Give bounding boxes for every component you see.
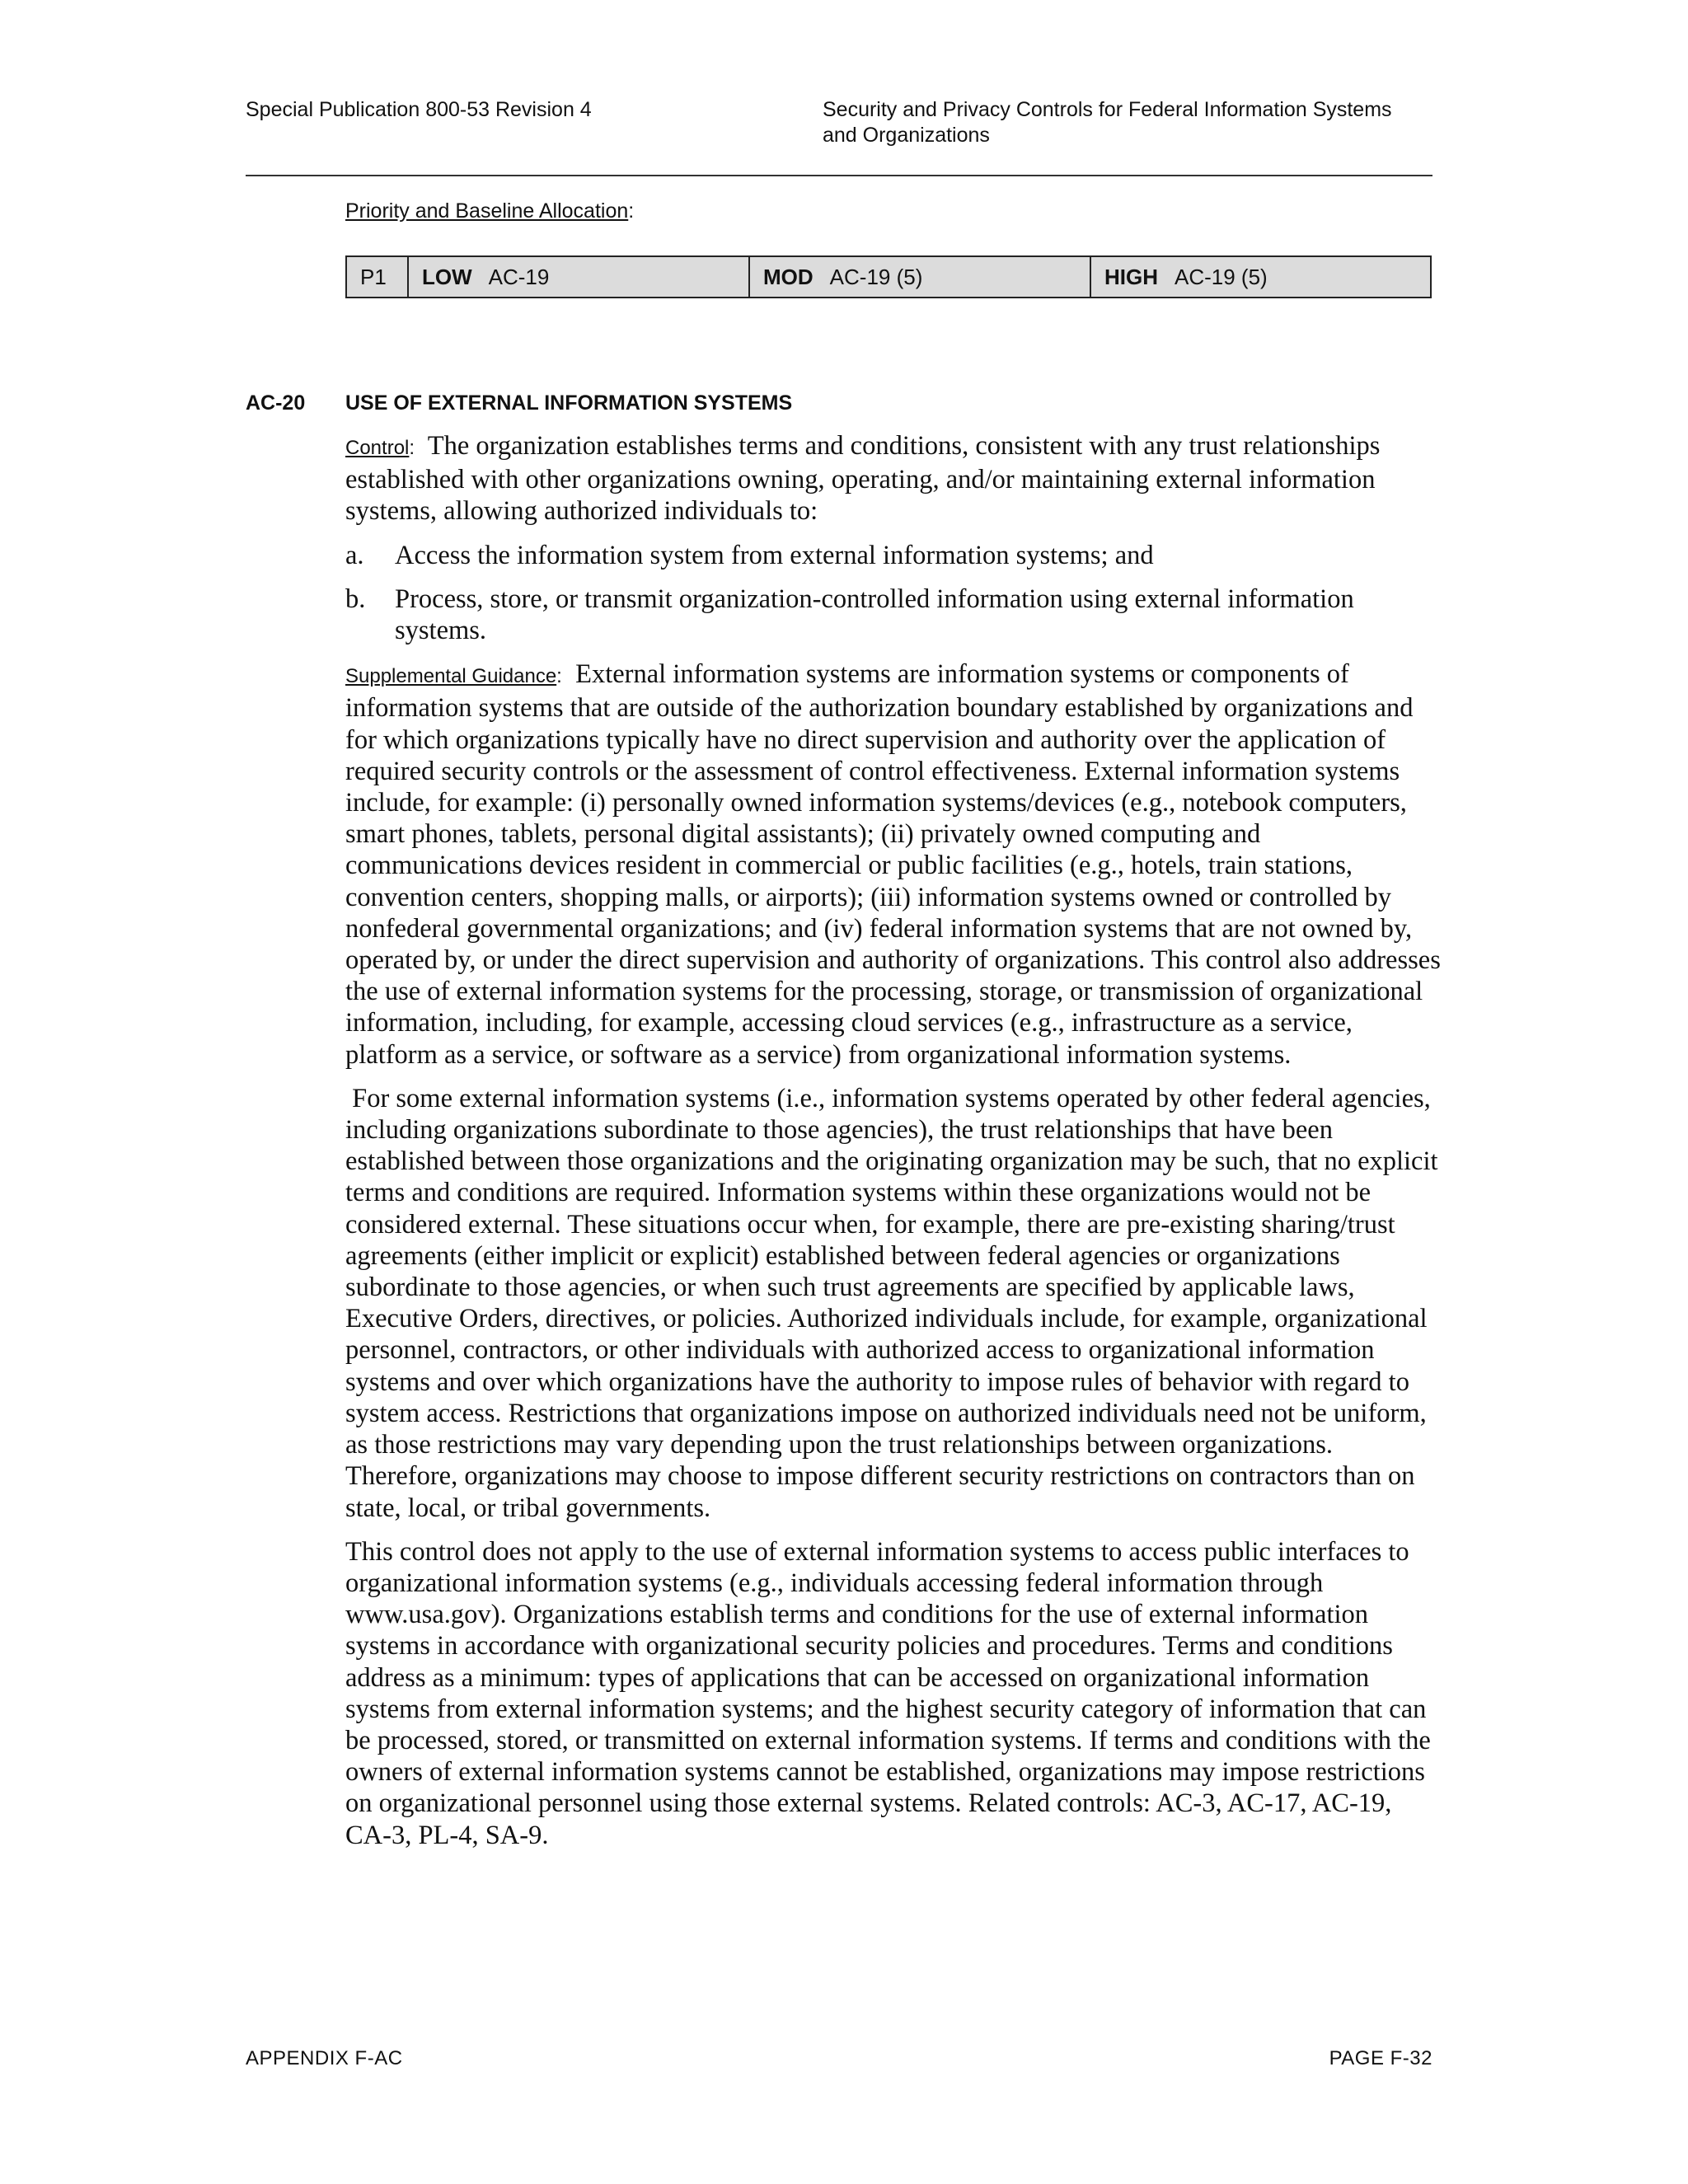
control-body — [345, 430, 1445, 1863]
control-item-a — [345, 540, 1442, 571]
baseline-low-value: AC-19 — [488, 264, 550, 289]
header-divider — [246, 175, 1432, 176]
baseline-high-cell — [1091, 257, 1430, 297]
baseline-high-value: AC-19 (5) — [1175, 264, 1268, 289]
guidance-paragraph-2: For some external information systems (i.e., information systems operated by other federal agencies, including organizations subordinate to those agencies), the trust relationships that have been established between those organizations and the originating organization may be such, that no explicit terms and conditions are required. Information systems within these organizations would not be considered external. These situations occur when, for example, there are pre-existing sharing/trust agreements (either implicit or explicit) established between federal agencies or organizations subordinate to those agencies, or when such trust agreements are specified by applicable laws, Executive Orders, directives, or policies. Authorized individuals include, for example, organizational personnel, contractors, or other individuals with authorized access to organizational information systems and over which organizations have the authority to impose rules of behavior with regard to system access. Restrictions that organizations impose on authorized individuals need not be uniform, as those restrictions may vary depending upon the trust relationships between organizations. Therefore, organizations may choose to impose different security restrictions on contractors than on state, local, or tribal governments. — [345, 1083, 1445, 1523]
guidance-text-1: External information systems are information systems or components of information systems that are outside of the authorization boundary established by organizations and for which organizations typically have no direct supervision and authority over the application of required security controls or the assessment of control effectiveness. External information systems include, for example: (i) personally owned information systems/devices (e.g., notebook computers, smart phones, tablets, personal digital assistants); (ii) privately owned computing and communications devices resident in commercial or public facilities (e.g., hotels, train stations, convention centers, shopping malls, or airports); (iii) information systems owned or controlled by nonfederal governmental organizations; and (iv) federal information systems that are not owned by, operated by, or under the direct supervision and authority of organizations. This control also addresses the use of external information systems for the processing, storage, or transmission of organizational information, including, for example, accessing cloud services (e.g., infrastructure as a service, platform as a service, or software as a service) from organizational information systems. — [345, 659, 1441, 1070]
guidance-paragraph-1 — [345, 658, 1442, 1071]
priority-baseline-table — [345, 255, 1432, 298]
control-id: AC-20 — [246, 391, 306, 415]
priority-heading — [345, 199, 634, 223]
baseline-low-cell — [409, 257, 750, 297]
baseline-high-label: HIGH — [1104, 264, 1158, 289]
guidance-label: Supplemental Guidance — [345, 665, 557, 688]
guidance-label-colon: : — [556, 665, 562, 688]
baseline-mod-value: AC-19 (5) — [829, 264, 923, 289]
priority-heading-label: Priority and Baseline Allocation — [345, 199, 629, 223]
control-statement — [345, 430, 1442, 527]
control-item-text: Access the information system from external information systems; and — [395, 540, 1154, 570]
control-label: Control — [345, 437, 410, 459]
control-label-colon: : — [409, 437, 415, 459]
footer-appendix: APPENDIX F-AC — [246, 2047, 403, 2069]
baseline-mod-label: MOD — [763, 264, 814, 289]
control-title: USE OF EXTERNAL INFORMATION SYSTEMS — [345, 391, 793, 415]
priority-heading-colon: : — [628, 199, 635, 223]
header-document-title-line1: Security and Privacy Controls for Federal Information Systems — [823, 98, 1392, 121]
priority-code-cell — [347, 257, 409, 297]
footer-page-number: PAGE F-32 — [1329, 2047, 1432, 2069]
control-item-b — [345, 583, 1442, 646]
priority-code: P1 — [360, 264, 387, 289]
baseline-low-label: LOW — [422, 264, 472, 289]
header-publication-title: Special Publication 800-53 Revision 4 — [246, 98, 592, 121]
control-item-letter: a. — [345, 540, 364, 570]
control-text: The organization establishes terms and conditions, consistent with any trust relationships established with other organizations owning, operating, and/or maintaining external information systems, allowing authorized individuals to: — [345, 431, 1381, 527]
header-document-title — [823, 97, 1449, 148]
control-item-text: Process, store, or transmit organization-controlled information using external information systems. — [395, 583, 1354, 646]
control-item-letter: b. — [345, 583, 366, 614]
guidance-paragraph-3: This control does not apply to the use of external information systems to access public interfaces to organizational information systems (e.g., individuals accessing federal information through www.usa.gov). Organizations establish terms and conditions for the use of external information systems in accordance with organizational security policies and procedures. Terms and conditions address as a minimum: types of applications that can be accessed on organizational information systems from external information systems; and the highest security category of information that can be processed, stored, or transmitted on external information systems. If terms and conditions with the owners of external information systems cannot be established, organizations may impose restrictions on organizational personnel using those external systems. Related controls: AC-3, AC-17, AC-19, CA-3, PL-4, SA-9. — [345, 1536, 1431, 1850]
header-document-title-line2: and Organizations — [823, 124, 990, 147]
baseline-mod-cell — [750, 257, 1091, 297]
